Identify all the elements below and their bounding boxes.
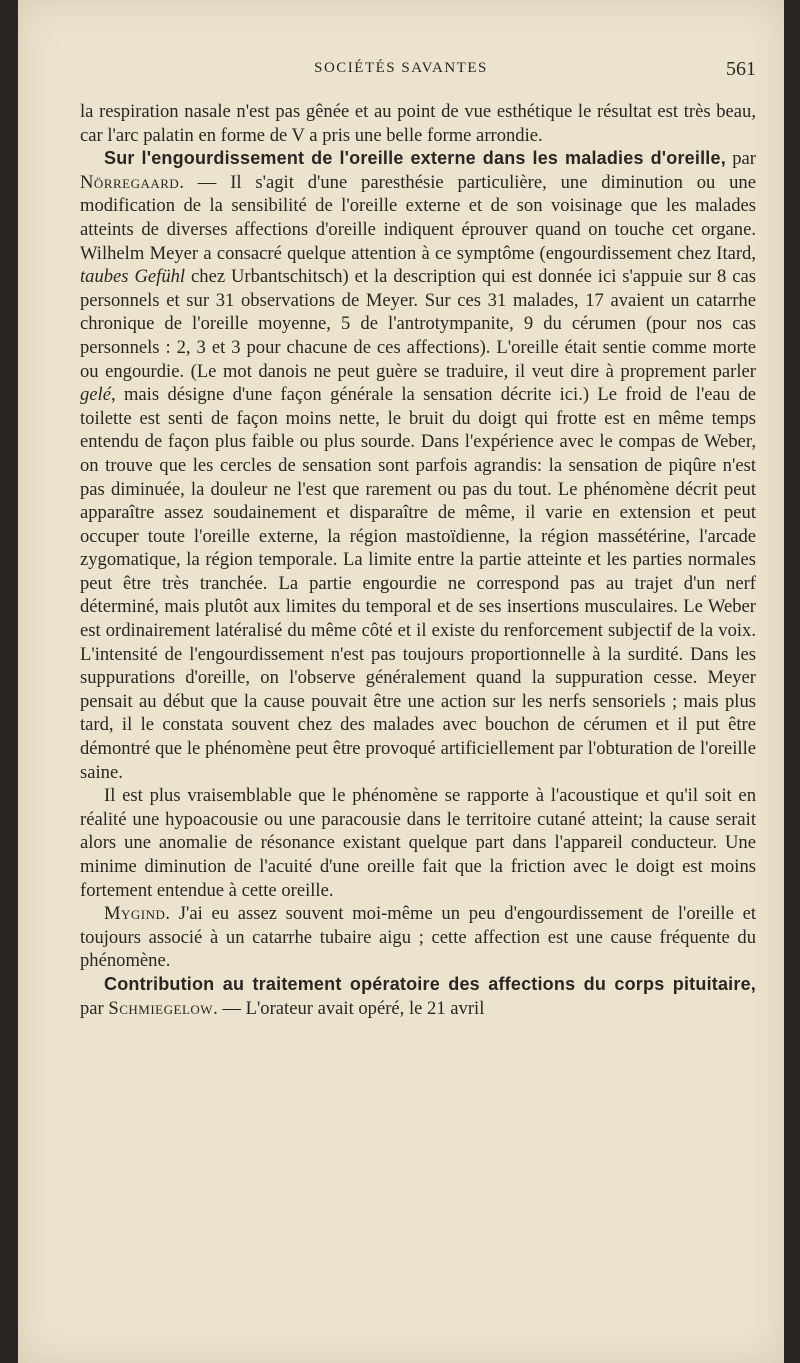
paragraph-text: Il est plus vraisemblable que le phénomène se rapporte à l'acoustique et qu'il soit en réalité une hypoacousie ou une paracousie dans le territoire cutané atteint; la cause serait alors une anomalie de résonance existant quelque part dans l'appareil conducteur. Une minime diminution de l'acuité d'une oreille fait que la friction avec le doigt est moins fortement entendue à cette oreille. [80, 785, 756, 901]
paragraph-text: . J'ai eu assez souvent moi-même un peu d'engourdissement de l'oreille et toujours associé à un catarrhe tubaire aigu ; cette affection est une cause fréquente du phénomène. [80, 903, 756, 972]
paragraph-text: , mais désigne d'une façon générale la sensation décrite ici.) Le froid de l'eau de toilette est senti de façon moins nette, le bruit du doigt qui frotte est en même temps entendu de façon plus faible ou plus sourde. Dans l'expérience avec le compas de Weber, on trouve que les cercles de sensation sont parfois agrandis: la sensation de piqûre n'est pas diminuée, la douleur ne l'est que rarement ou pas du tout. Le phénomène décrit peut apparaître assez soudainement et disparaître de même, il varie en extension et peut occuper toute l'oreille externe, la région mastoïdienne, la région massétérine, l'arcade zygomatique, la région temporale. La limite entre la partie atteinte et les parties normales peut être très tranchée. La partie engourdie ne correspond pas au trajet d'un nerf déterminé, mais plutôt aux limites du temporal et de ses insertions musculaires. Le Weber est ordinairement latéralisé du même côté et il existe du renforcement subjectif de la voix. L'intensité de l'engourdissement n'est pas toujours proportionnelle à la surdité. Dans les suppurations d'oreille, on l'observe généralement quand la suppuration cesse. Meyer pensait au début que la cause pouvait être une action sur les nerfs sensoriels ; mais plus tard, il le constata souvent chez des malades avec bouchon de cérumen et il put être démontré que le phénomène peut être provoqué artificiellement par l'obturation de l'oreille saine. [80, 384, 756, 783]
running-title: SOCIÉTÉS SAVANTES [314, 60, 488, 76]
paragraph-text: . — L'orateur avait opéré, le 21 avril [213, 997, 485, 1019]
author-name: Schmiegelow [108, 997, 214, 1019]
paragraph-text: . — Il s'agit d'une paresthésie particulière, une diminution ou une modification de la sensibilité de l'oreille externe et de son voisinage que les malades atteints de diverses affections d'oreille indiquent éprouver quand on touche cet organe. Wilhelm Meyer a consacré quelque attention à ce symptôme (engourdissement chez Itard, [80, 171, 756, 264]
paragraph-engourdissement [80, 147, 756, 784]
paragraph-pituitaire [80, 973, 756, 1020]
author-name: Nörregaard [80, 171, 180, 193]
page-number: 561 [726, 58, 756, 80]
italic-term: taubes Gefühl [80, 266, 186, 288]
par-word: par [80, 997, 109, 1019]
italic-term: gelé [80, 384, 111, 406]
author-name: Mygind [104, 903, 166, 925]
paragraph-text: chez Urbantschitsch) et la description qui est donnée ici s'appuie sur 8 cas personnels et sur 31 observations de Meyer. Sur ces 31 malades, 17 avaient un catarrhe chronique de l'oreille moyenne, 5 de l'antrotympanite, 9 du cérumen (pour nos cas personnels : 2, 3 et 3 pour chacune de ces affections). L'oreille était sentie comme morte ou engourdie. (Le mot danois ne peut guère se traduire, il veut dire à proprement parler [80, 266, 756, 382]
section-heading: Sur l'engourdissement de l'oreille externe dans les maladies d'oreille, [104, 148, 726, 169]
section-heading: Contribution au traitement opératoire des affections du corps pituitaire, [104, 973, 756, 994]
body-text [80, 100, 756, 1020]
book-page [18, 0, 784, 1363]
page-header [18, 58, 784, 84]
paragraph-hypothesis [80, 784, 756, 902]
par-word: par [725, 148, 757, 170]
paragraph-continuation [80, 100, 756, 147]
paragraph-text: la respiration nasale n'est pas gênée et au point de vue esthétique le résultat est très beau, car l'arc palatin en forme de V a pris une belle forme arrondie. [80, 101, 756, 146]
paragraph-mygind [80, 902, 756, 973]
